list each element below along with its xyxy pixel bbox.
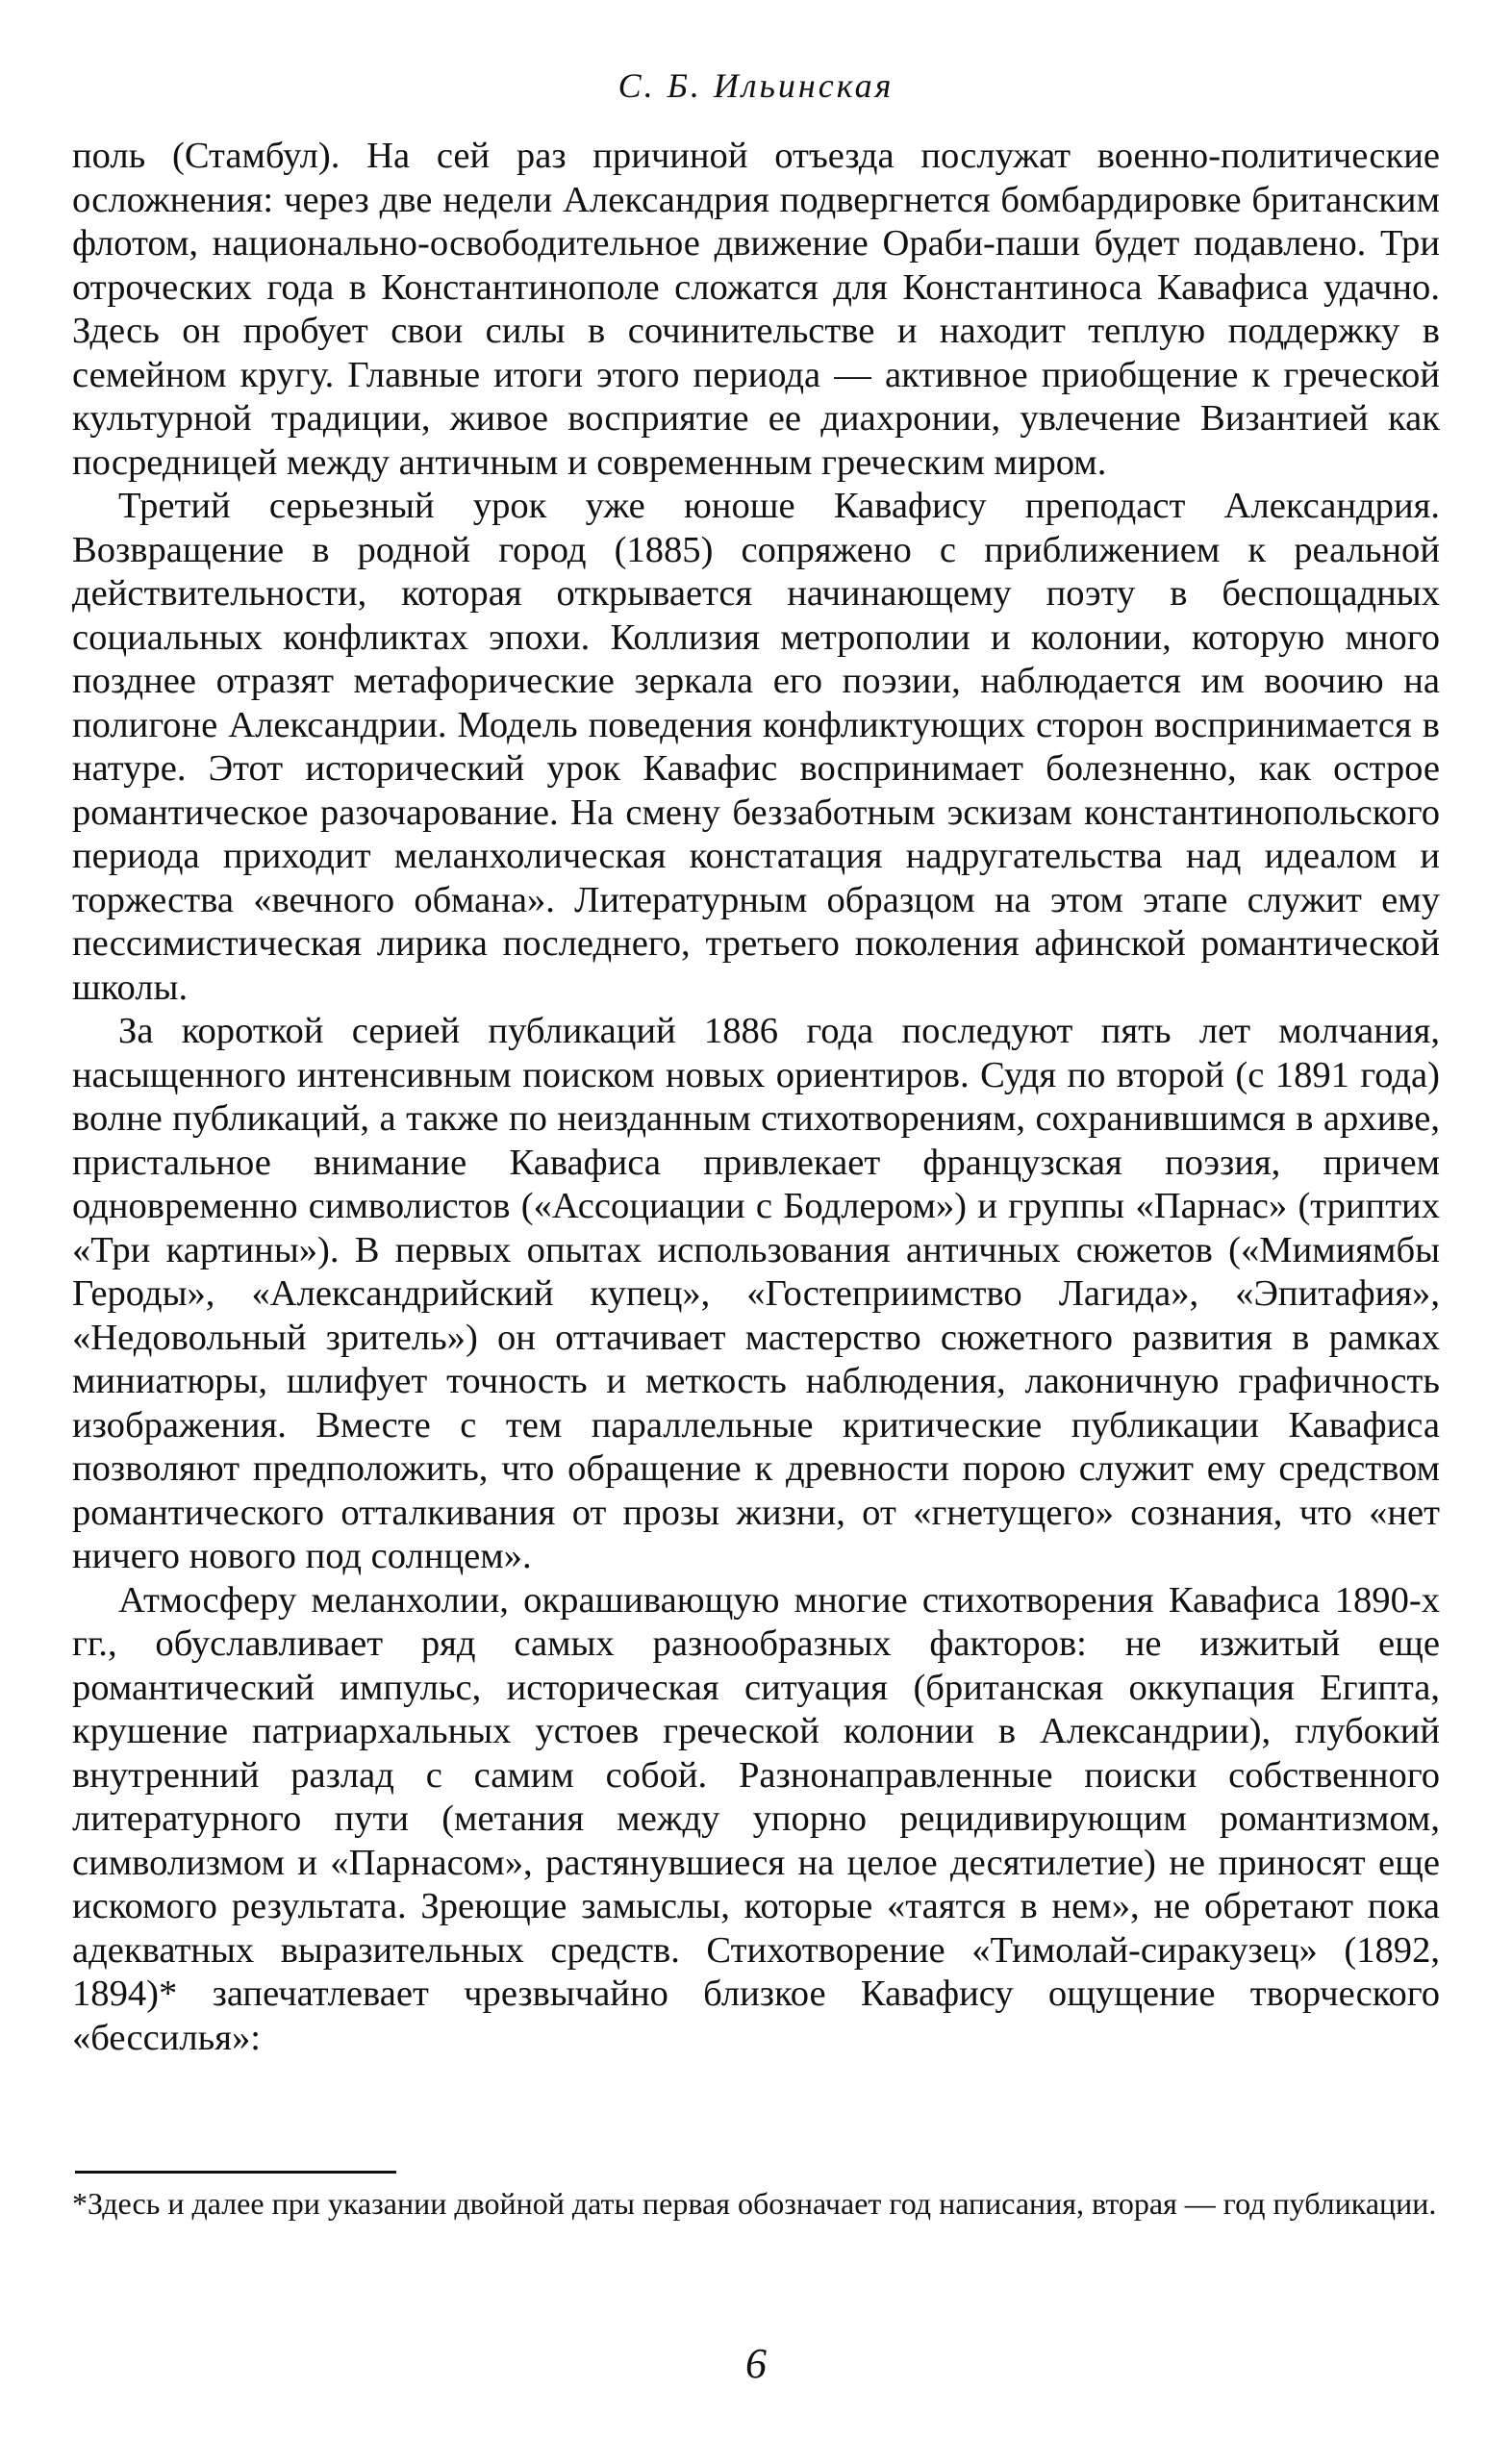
paragraph-2: Третий серьезный урок уже юноше Кавафису преподаст Александрия. Возвращение в родной город (1885) сопряжено с приближением к реальной действительности, которая открывается начинающему поэту в беспощадных социальных конфликтах эпохи. Коллизия метрополии и колонии, которую много позднее отразят метафорические зеркала его поэзии, наблюдается им воочию на полигоне Александрии. Модель поведения конфликтующих сторон воспринимается в натуре. Этот исторический урок Кавафис воспринимает болезненно, как острое романтическое разочарование. На смену беззаботным эскизам константинопольского периода приходит меланхолическая констатация надругательства над идеалом и торжества «вечного обмана». Литературным образцом на этом этапе служит ему пессимистическая лирика последнего, третьего поколения афинской романтической школы. [72,486,1440,1008]
running-header: С. Б. Ильинская [617,66,895,105]
page-number: 6 [745,2340,767,2387]
paragraph-3: За короткой серией публикаций 1886 года последуют пять лет молчания, насыщенного интенсивным поиском новых ориентиров. Судя по второй (с 1891 года) волне публикаций, а также по неизданным стихотворениям, сохранившимся в архиве, пристальное внимание Кавафиса привлекает французская поэзия, причем одновременно символистов («Ассоциации с Бодлером») и группы «Парнас» (триптих «Три картины»). В первых опытах использования античных сюжетов («Мимиямбы Героды», «Александрийский купец», «Гостеприимство Лагида», «Эпитафия», «Недовольный зритель») он оттачивает мастерство сюжетного развития в рамках миниатюры, шлифует точность и меткость наблюдения, лаконичную графичность изображения. Вместе с тем параллельные критические публикации Кавафиса позволяют предположить, что обращение к древности порою служит ему средством романтического отталкивания от прозы жизни, от «гнетущего» сознания, что «нет ничего нового под солнцем». [72,1011,1440,1576]
footnote-divider [75,2171,396,2174]
paragraph-1: поль (Стамбул). На сей раз причиной отъезда послужат военно-политические осложнения: через две недели Александрия подвергнется бомбардировке британским флотом, национально-освободительное движение Ораби-паши будет подавлено. Три отроческих года в Константинополе сложатся для Константиноса Кавафиса удачно. Здесь он пробует свои силы в сочинительстве и находит теплую поддержку в семейном кругу. Главные итоги этого периода — активное приобщение к греческой культурной традиции, живое восприятие ее диахронии, увлечение Византией как посредницей между античным и современным греческим миром. [72,136,1440,483]
paragraph-4: Атмосферу меланхолии, окрашивающую многие стихотворения Кавафиса 1890-х гг., обуславливает ряд самых разнообразных факторов: не изжитый еще романтический импульс, историческая ситуация (британская оккупация Египта, крушение патриархальных устоев греческой колонии в Александрии), глубокий внутренний разлад с самим собой. Разнонаправленные поиски собственного литературного пути (метания между упорно рецидивирующим романтизмом, символизмом и «Парнасом», растянувшиеся на целое десятилетие) не приносят еще искомого результата. Зреющие замыслы, которые «таятся в нем», не обретают пока адекватных выразительных средств. Стихотворение «Тимолай-сиракузец» (1892, 1894)* запечатлевает чрезвычайно близкое Кавафису ощущение творческого «бессилья»: [72,1579,1440,2058]
footnote: *Здесь и далее при указании двойной даты первая обозначает год написания, вторая — год публикации. [72,2186,1437,2221]
main-text [72,135,1440,2060]
